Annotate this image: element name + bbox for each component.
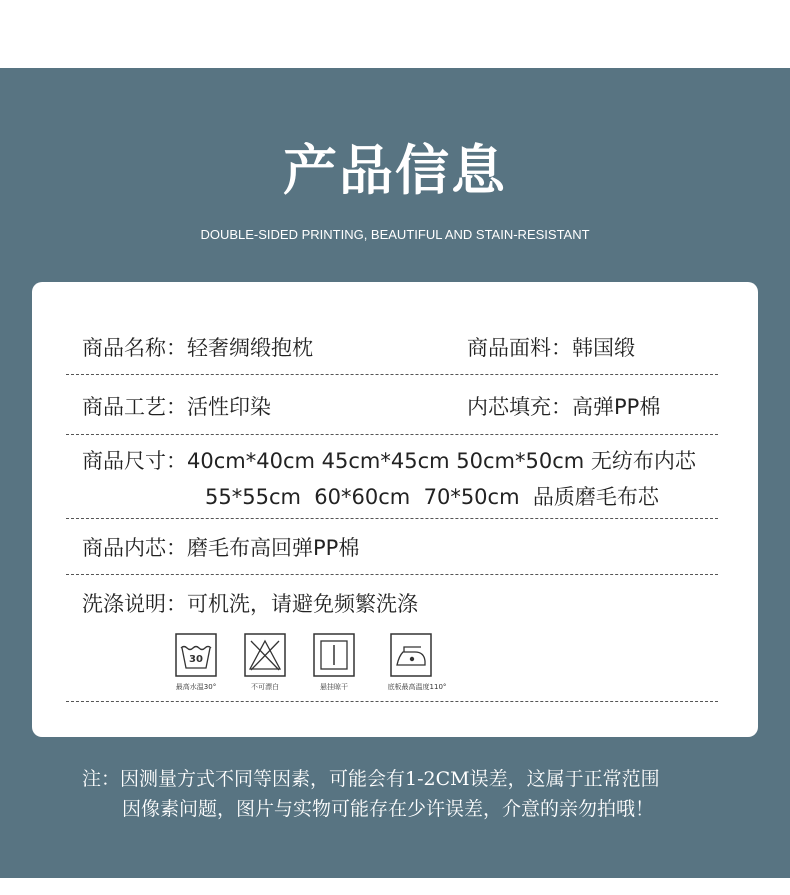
product-name: 商品名称：轻奢绸缎抱枕 bbox=[82, 336, 313, 360]
product-fabric: 商品面料：韩国缎 bbox=[467, 336, 635, 360]
divider bbox=[66, 518, 718, 519]
page-subtitle: DOUBLE-SIDED PRINTING, BEAUTIFUL AND STAIN-RESISTANT bbox=[200, 227, 590, 242]
note-line-2: 因像素问题，图片与实物可能存在少许误差，介意的亲勿拍哦！ bbox=[122, 798, 655, 820]
product-size-line2: 55*55cm 60*60cm 70*50cm 品质磨毛布芯 bbox=[205, 485, 659, 509]
divider bbox=[66, 701, 718, 702]
divider bbox=[66, 434, 718, 435]
info-panel bbox=[0, 68, 790, 878]
hang-dry-icon bbox=[313, 633, 355, 677]
washing-instructions: 洗涤说明：可机洗，请避免频繁洗涤 bbox=[82, 592, 418, 616]
product-filling: 内芯填充：高弹PP棉 bbox=[467, 395, 661, 419]
care-label: 不可漂白 bbox=[251, 683, 279, 691]
washtub-30-icon bbox=[175, 633, 217, 677]
iron-icon bbox=[390, 633, 432, 677]
page-title: 产品信息 bbox=[283, 138, 507, 202]
care-label: 底板最高温度110° bbox=[387, 683, 447, 691]
divider bbox=[66, 574, 718, 575]
divider bbox=[66, 374, 718, 375]
note-line-1: 注：因测量方式不同等因素，可能会有1-2CM误差，这属于正常范围 bbox=[82, 768, 660, 790]
product-craft: 商品工艺：活性印染 bbox=[82, 395, 271, 419]
product-core: 商品内芯：磨毛布高回弹PP棉 bbox=[82, 536, 360, 560]
product-info-card bbox=[32, 282, 758, 737]
product-size-line1: 商品尺寸：40cm*40cm 45cm*45cm 50cm*50cm 无纺布内芯 bbox=[82, 449, 696, 473]
care-label: 最高水温30° bbox=[175, 683, 217, 691]
wash-temperature: 30 bbox=[189, 654, 203, 665]
no-bleach-icon bbox=[244, 633, 286, 677]
care-label: 悬挂晾干 bbox=[320, 683, 348, 691]
